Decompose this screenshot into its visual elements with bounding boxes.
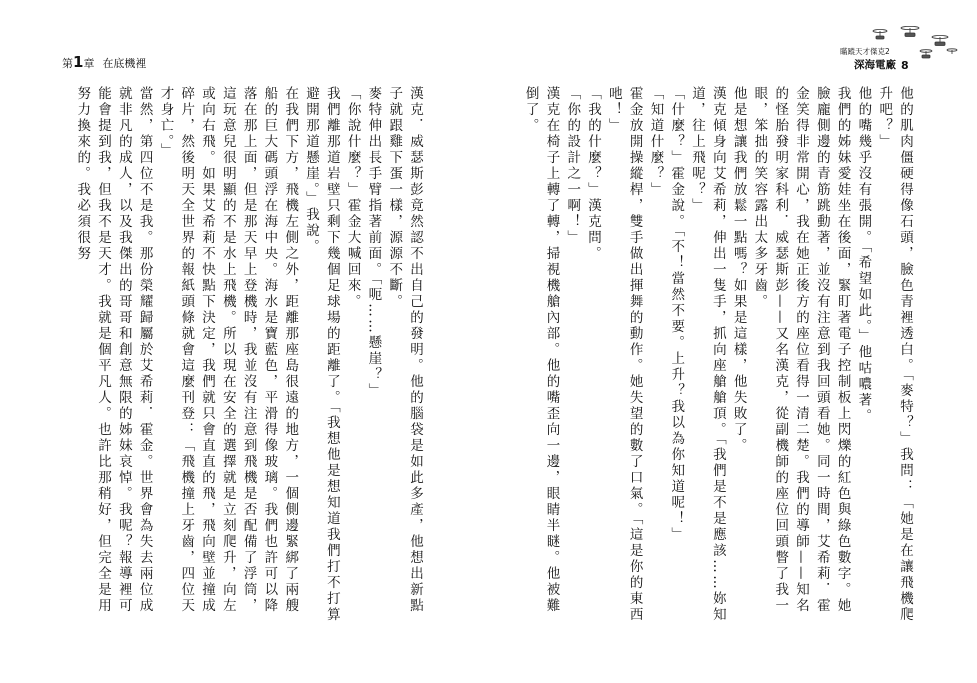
paragraph: 漢克．威瑟斯彭竟然認不出自己的發明。他的腦袋是如此多產，他想出新點子就跟雞下蛋一樣，源源不斷。	[386, 86, 423, 614]
paragraph: 我們離那道岩壁只剩下幾個足球場的距離了。「我想他是想知道我們打不打算避開那道懸崖。」我說。	[303, 86, 340, 624]
paragraph: 當然，第四位不是我。那份榮耀歸屬於艾希莉．霍金。世界會為失去兩位成就非凡的成人，以及我傑出的哥哥和創意無限的姊妹哀悼。我呢？報導裡可能會提到我，但我不是天才。我就是個平凡人。也許比那稍好，但完全是用努力換來的。我必須很努	[74, 86, 153, 614]
paragraph: 漢克在椅子上轉了轉，掃視機艙內部。他的嘴歪向一邊，眼睛半瞇。他被難倒了。	[522, 86, 560, 614]
chapter-prefix: 第	[62, 57, 73, 70]
paragraph: 「你說什麼？」霍金大喊回來。	[344, 86, 361, 310]
paragraph: 麥特伸出長手臂指著前面。「呃……懸崖？」	[365, 86, 382, 400]
paragraph: 在我們下方，飛機左側之外，距離那座島很遠的地方，一個側邊緊綁了兩艘船的巨大碼頭浮在海中央。海水是寶藍色，平滑得像玻璃。我們也許可以降落在那上面，但是那天早上登機時，我並沒有注意到飛機是否配備了浮筒，這玩意兒很明顯的不是水上飛機。所以現在安全的選擇就是立刻爬升，向左或向右飛。如果艾希莉不快點下決定，我們就只會直直的飛，飛向壁並撞成碎片，然後明天全世界的報紙頭條就會這麼刊登：「飛機撞上牙齒，四位天才身亡。」	[157, 86, 299, 614]
page-number: 8	[901, 59, 909, 72]
paragraph: 我們的姊妹愛娃坐在後面，緊盯著電子控制板上閃爍的紅色與綠色數字。她臉龐側邊的青筋跳動著，並沒有注意到我回頭看她。同一時間，艾希莉．霍金笑得非常開心，我在她正後方的座位看得一清二楚。我們的導師——知名的怪胎發明家科利．威瑟斯彭——又名漢克，從副機師的座位回頭瞥了我一眼，笨拙的笑容露出太多牙齒。	[751, 86, 851, 614]
chapter-title: 在底機裡	[102, 57, 147, 70]
right-page-body	[522, 86, 915, 626]
paragraph: 霍金放開操縱桿，雙手做出揮舞的動作。她失望的數了口氣。「這是你的東西吔！」	[605, 86, 643, 624]
book-title: 深海電廠	[854, 59, 896, 71]
paragraph: 「我的什麼？」漢克問。	[585, 86, 602, 262]
paragraph: 他的嘴幾乎沒有張開。「希望如此。」他咕噥著。	[855, 86, 872, 425]
left-running-header	[62, 53, 147, 71]
paragraph: 「你的設計之一啊！」	[564, 86, 581, 246]
paragraph: 漢克傾身向艾希莉，伸出一隻手，抓向座艙艙頂。「我們是不是應該……妳知道，往上飛呢？」	[689, 86, 726, 624]
chapter-number: 1	[73, 53, 84, 71]
paragraph: 「什麼？」霍金說。「不！當然不要。上升？我以為你知道呢！」	[668, 86, 685, 544]
series-title: 瞞蹤天才傑克2	[840, 47, 890, 56]
chapter-suffix: 章	[83, 57, 95, 70]
left-page-body	[60, 86, 425, 626]
paragraph: 他是想讓我們放鬆一點嗎？如果是這樣，他失敗了。	[730, 86, 747, 454]
paragraph: 「知道什麼？」	[647, 86, 664, 198]
paragraph: 他的肌肉僵硬得像石頭，臉色青裡透白。「麥特？」我問：「她是在讓飛機爬升吧？」	[876, 86, 913, 624]
